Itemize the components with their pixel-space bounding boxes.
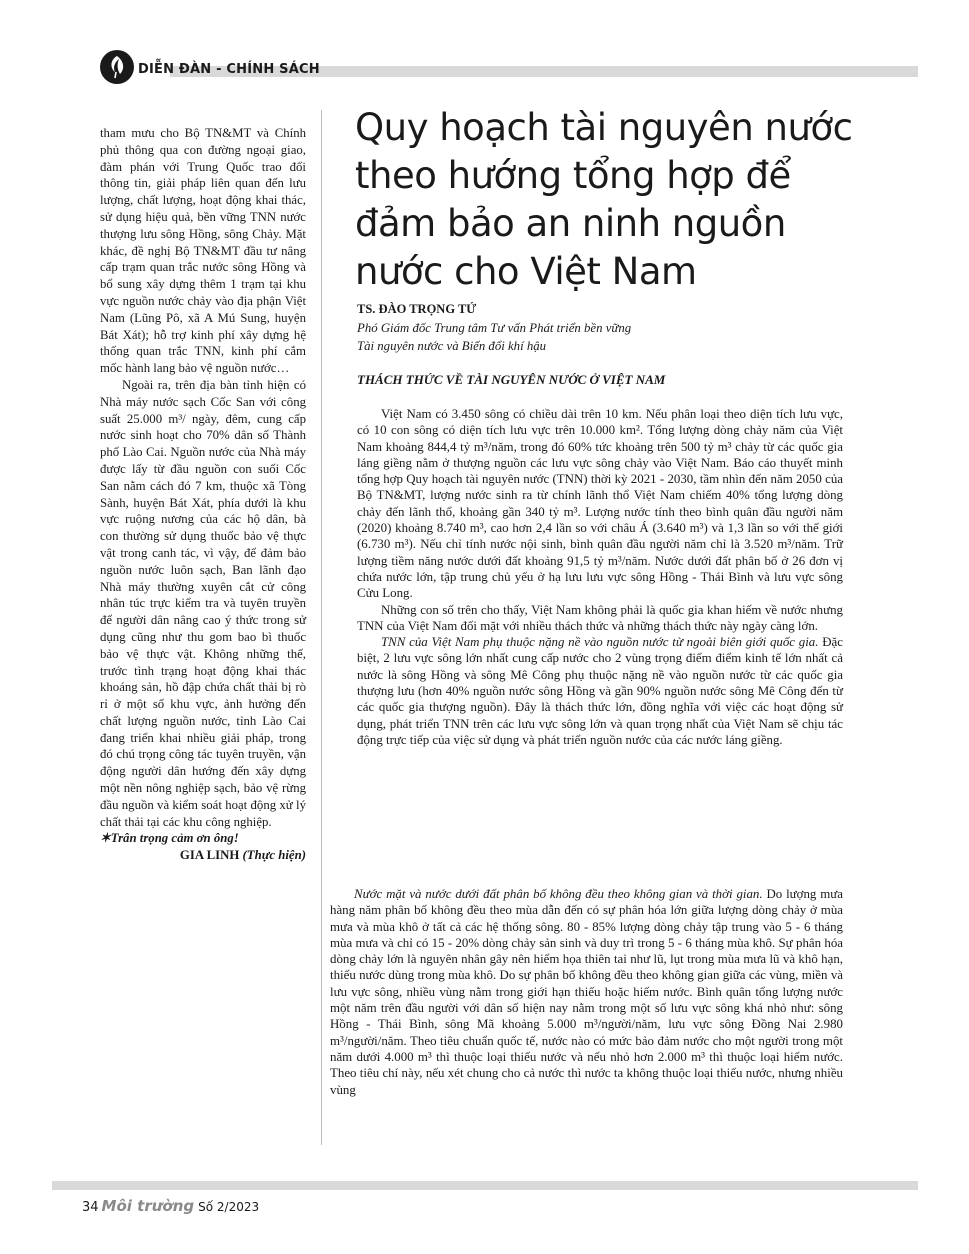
interview-byline (100, 847, 306, 864)
body-paragraph-2: Những con số trên cho thấy, Việt Nam không phải là quốc gia khan hiếm về nước nhưng TNN của Việt Nam đối mặt với nhiều thách thức và những thách thức này ngày càng lớn. (357, 602, 843, 633)
leaf-logo-icon (100, 50, 134, 84)
affiliation-line-2: Tài nguyên nước và Biến đổi khí hậu (357, 338, 547, 353)
section-heading: THÁCH THỨC VỀ TÀI NGUYÊN NƯỚC Ở VIỆT NAM (357, 372, 666, 387)
body-paragraph-3-lead: TNN của Việt Nam phụ thuộc nặng nề vào nguồn nước từ ngoài biên giới quốc gia. (381, 635, 819, 650)
magazine-name: Môi trường (101, 1197, 195, 1215)
article-title: Quy hoạch tài nguyên nước theo hướng tổng hợp để đảm bảo an ninh nguồn nước cho Việt Nam (355, 106, 853, 293)
left-column (100, 125, 306, 864)
body-paragraph-4-text: Do lượng mưa hàng năm phân bố không đều theo mùa dẫn đến có sự phân hóa lớn giữa lượng dòng chảy ở mùa mưa và mùa khô ở tất cả các hệ thống sông. 80 - 85% lượng dòng chảy tập trung vào 5 - 6 tháng mùa mưa và chỉ có 15 - 20% dòng chảy sản sinh và duy trì trong 5 - 6 tháng mùa khô. Sự phân hóa dòng chảy lớn là nguyên nhân gây nên hiểm họa thiên tai như lũ, lụt trong mùa mưa lũ và khô hạn, thiếu nước dùng trong mùa khô. Do sự phân bố không đều theo không gian giữa các vùng, miền và lưu vực sông, nhiều vùng nằm trong giới hạn thiếu hoặc hiếm nước. Bình quân tổng lượng nước một năm trên đầu người với dân số hiện nay nằm trong một số lưu vực sông khá nhỏ như: sông Hồng - Thái Bình, sông Mã khoảng 5.000 m³/người/năm, lưu vực sông Đồng Nai 2.980 m³/người/năm. Theo tiêu chuẩn quốc tế, nước nào có mức bảo đảm nước cho một người trong một năm dưới 4.000 m³ thì thuộc loại thiếu nước và nếu nhỏ hơn 2.000 m³ thì thuộc loại hiếm nước. Theo tiêu chí này, nếu xét chung cho cả nước thì nước ta không thuộc loại thiếu nước, nhưng nhiều vùng (330, 887, 843, 1097)
interview-thanks: ✶Trân trọng cảm ơn ông! (100, 831, 239, 846)
left-paragraph-2: Ngoài ra, trên địa bàn tỉnh hiện có Nhà máy nước sạch Cốc San với công suất 25.000 m³/ ngày, đêm, cung cấp nước sinh hoạt cho 70% dân số Thành phố Lào Cai. Nguồn nước của Nhà máy được lấy từ đầu nguồn con suối Cốc San nằm cách đó 7 km, thuộc xã Tòng Sành, huyện Bát Xát, phía dưới là khu vực ruộng nương của các hộ dân, bà con thường sử dụng thuốc bảo vệ thực vật trong canh tác, vì vậy, để đảm bảo nguồn nước luôn sạch, Ban lãnh đạo Nhà máy thường xuyên cắt cử công nhân túc trực kiểm tra và tuyên truyền để người dân nâng cao ý thức trong sử dụng cũng như thu gom bao bì thuốc bảo vệ thực vật. Không những thế, trước tình trạng hoạt động khai thác khoáng sản, hồ đập chứa chất thải bị rò rỉ ở một số khu vực, ảnh hưởng đến chất lượng nguồn nước, tỉnh Lào Cai đang triển khai nhiều giải pháp, trong đó chú trọng công tác tuyên truyền, vận động người dân hướng đến xây dựng một nền nông nghiệp sạch, bảo vệ rừng đầu nguồn và kiểm soát hoạt động xử lý chất thải tại các khu công nghiệp. (100, 377, 306, 829)
column-divider (321, 110, 322, 1145)
article-body-lower (330, 886, 843, 1098)
affiliation-line-1: Phó Giám đốc Trung tâm Tư vấn Phát triển bền vững (357, 321, 632, 335)
body-paragraph-3-text: Đặc biệt, 2 lưu vực sông lớn nhất cung cấp nước cho 2 vùng trọng điểm điểm kinh tế lớn nhất cả nước là sông Hồng và sông Mê Công phụ thuộc nặng nề vào nguồn nước từ các quốc gia thượng lưu (hơn 40% nguồn nước sông Hồng và gần 90% nguồn nước sông Mê Công đến từ các quốc gia thượng nguồn). Đây là thách thức lớn, đồng nghĩa với việc các hoạt động sử dụng, phát triển TNN trên các lưu vực sông lớn và quan trọng nhất của Việt Nam sẽ chịu tác động trực tiếp của việc sử dụng và phát triển nguồn nước của các nước láng giềng. (357, 635, 843, 747)
body-paragraph-4-lead: Nước mặt và nước dưới đất phân bố không đều theo không gian và thời gian. (354, 887, 763, 901)
article-author: TS. ĐÀO TRỌNG TỨ (357, 302, 477, 316)
author-affiliation (357, 320, 837, 355)
footer-bar (52, 1181, 918, 1190)
body-paragraph-3 (357, 634, 843, 748)
byline-name: GIA LINH (179, 848, 240, 863)
page-number: 34 (82, 1200, 99, 1215)
left-paragraph-1: tham mưu cho Bộ TN&MT và Chính phủ thông qua con đường ngoại giao, đàm phán với Trung Quốc trao đổi thông tin, giải pháp liên quan đến lưu lượng, chất lượng, hoạt động khai thác, sử dụng hiệu quả, bền vững TNN nước thượng lưu sông Hồng, sông Chảy. Mặt khác, đề nghị Bộ TN&MT đầu tư nâng cấp trạm quan trắc nước sông Hồng và bổ sung xây dựng thêm 1 trạm tại khu vực nguồn nước chảy vào địa phận Việt Nam (Lũng Pô, xã A Mú Sung, huyện Bát Xát); hỗ trợ kinh phí xây dựng hệ thống quan trắc TNN, kinh phí cắm mốc hành lang bảo vệ nguồn nước… (100, 126, 306, 376)
section-label: DIỄN ĐÀN - CHÍNH SÁCH (138, 62, 320, 77)
body-paragraph-4 (330, 886, 843, 1098)
body-paragraph-1: Việt Nam có 3.450 sông có chiều dài trên 10 km. Nếu phân loại theo diện tích lưu vực, có 10 con sông có diện tích lưu vực trên 10.000 km². Tổng lượng dòng chảy năm của Việt Nam khoảng 844,4 tỷ m³/năm, trong đó 60% tức khoảng trên 500 tỷ m³ chảy từ các quốc gia láng giềng nằm ở thượng nguồn các lưu vực sông chảy vào Việt Nam. Báo cáo thuyết minh tổng hợp Quy hoạch tài nguyên nước (TNN) thời kỳ 2021 - 2030, tầm nhìn đến năm 2050 của Bộ TN&MT, lượng nước sinh ra từ chính lãnh thổ Việt Nam chiếm 40% tổng lượng dòng chảy đến lãnh thổ, khoảng gần 340 tỷ m³. Lượng nước tính theo bình quân đầu người năm (2020) khoảng 8.740 m³, cao hơn 2,4 lần so với châu Á (3.640 m³) và 1,3 lần so với thế giới (6.730 m³). Nếu chỉ tính nước nội sinh, bình quân đầu người năm chỉ là 3.520 m³/năm. Trữ lượng tiềm năng nước dưới đất khoảng 91,5 tỷ m³/năm. Nước dưới đất phân bố ở 26 đơn vị chứa nước lớn, tập trung chủ yếu ở hạ lưu lưu vực sông Hồng - Thái Bình và lưu vực sông Cửu Long. (357, 407, 843, 601)
issue-number: Số 2/2023 (198, 1200, 260, 1214)
footer (82, 1197, 259, 1215)
article-body-upper (357, 406, 843, 748)
byline-role: (Thực hiện) (242, 848, 306, 863)
